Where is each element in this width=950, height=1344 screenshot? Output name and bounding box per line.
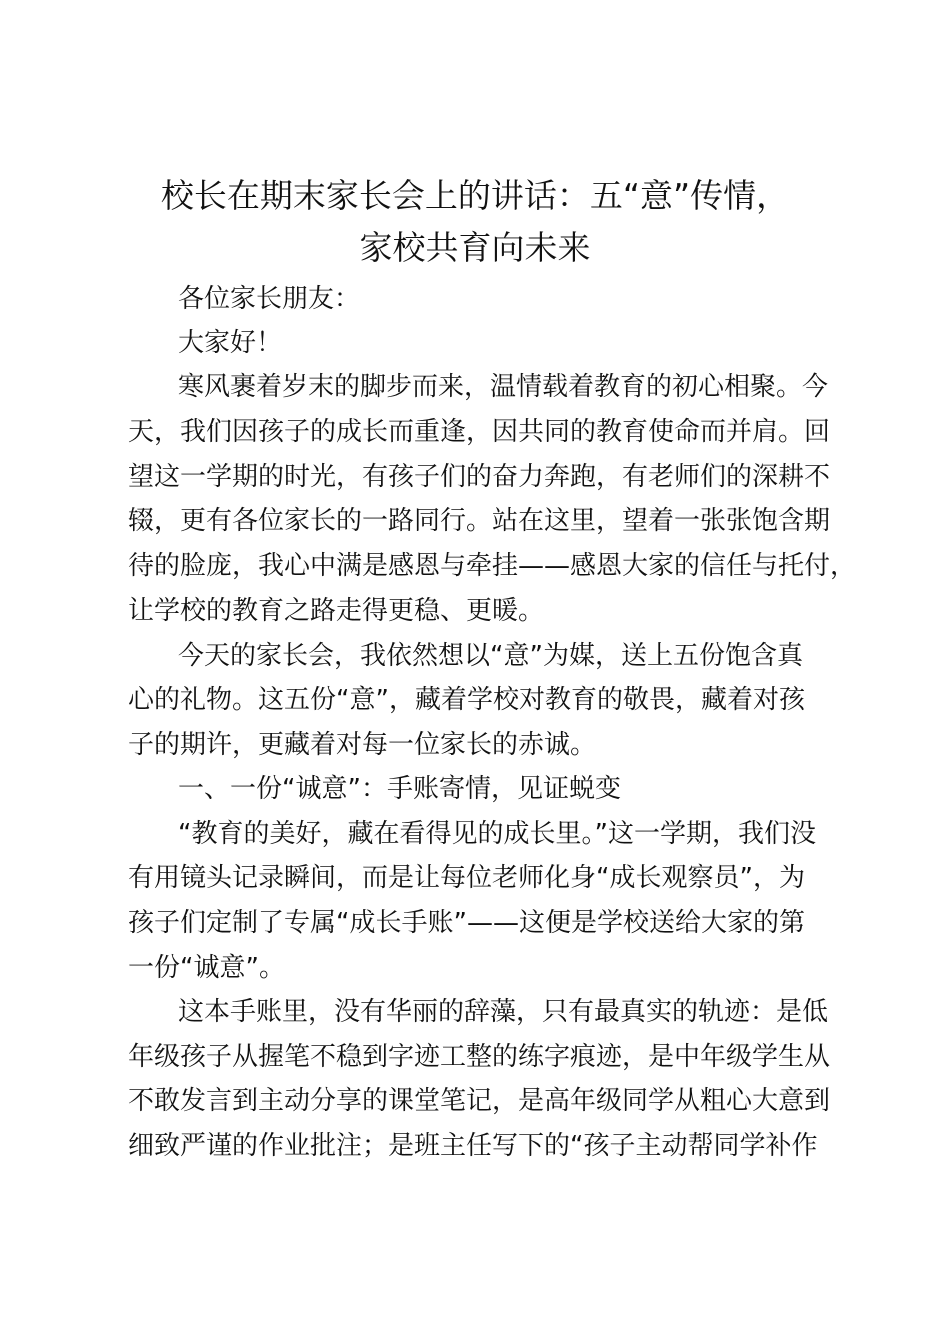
- paragraph-line: 这本手账里，没有华丽的辞藻，只有最真实的轨迹：是低: [178, 997, 829, 1027]
- paragraph-line: 辍，更有各位家长的一路同行。站在这里，望着一张张饱含期: [128, 506, 831, 536]
- paragraph-line: 心的礼物。这五份“意”，藏着学校对教育的敬畏，藏着对孩: [128, 685, 805, 715]
- page-title-line-1: 校长在期末家长会上的讲话：五“意”传情，: [160, 176, 790, 215]
- paragraph-line: 孩子们定制了专属“成长手账”——这便是学校送给大家的第: [128, 908, 805, 938]
- paragraph-line: 寒风裹着岁末的脚步而来，温情载着教育的初心相聚。今: [178, 372, 829, 402]
- paragraph-line: 天，我们因孩子的成长而重逢，因共同的教育使命而并肩。回: [128, 417, 831, 447]
- page-title-line-2: 家校共育向未来: [359, 228, 591, 267]
- paragraph-line: 细致严谨的作业批注；是班主任写下的“孩子主动帮同学补作: [128, 1131, 818, 1161]
- paragraph-line: 年级孩子从握笔不稳到字迹工整的练字痕迹，是中年级学生从: [128, 1042, 831, 1072]
- paragraph-line: 待的脸庞，我心中满是感恩与牵挂——感恩大家的信任与托付，: [128, 551, 857, 581]
- paragraph-line: 子的期许，更藏着对每一位家长的赤诚。: [128, 730, 597, 760]
- paragraph-line: 一份“诚意”。: [128, 953, 285, 983]
- paragraph-line: 有用镜头记录瞬间，而是让每位老师化身“成长观察员”，为: [128, 863, 805, 893]
- paragraph-line: 望这一学期的时光，有孩子们的奋力奔跑，有老师们的深耕不: [128, 462, 831, 492]
- paragraph-line: “教育的美好，藏在看得见的成长里。”这一学期，我们没: [178, 819, 816, 849]
- paragraph-line: 不敢发言到主动分享的课堂笔记，是高年级同学从粗心大意到: [128, 1086, 831, 1116]
- section-heading: 一、一份“诚意”：手账寄情，见证蜕变: [178, 774, 621, 804]
- salutation: 各位家长朋友：: [178, 284, 361, 314]
- paragraph-line: 今天的家长会，我依然想以“意”为媒，送上五份饱含真: [178, 641, 803, 671]
- paragraph-line: 让学校的教育之路走得更稳、更暖。: [128, 596, 545, 626]
- greeting: 大家好！: [178, 328, 283, 358]
